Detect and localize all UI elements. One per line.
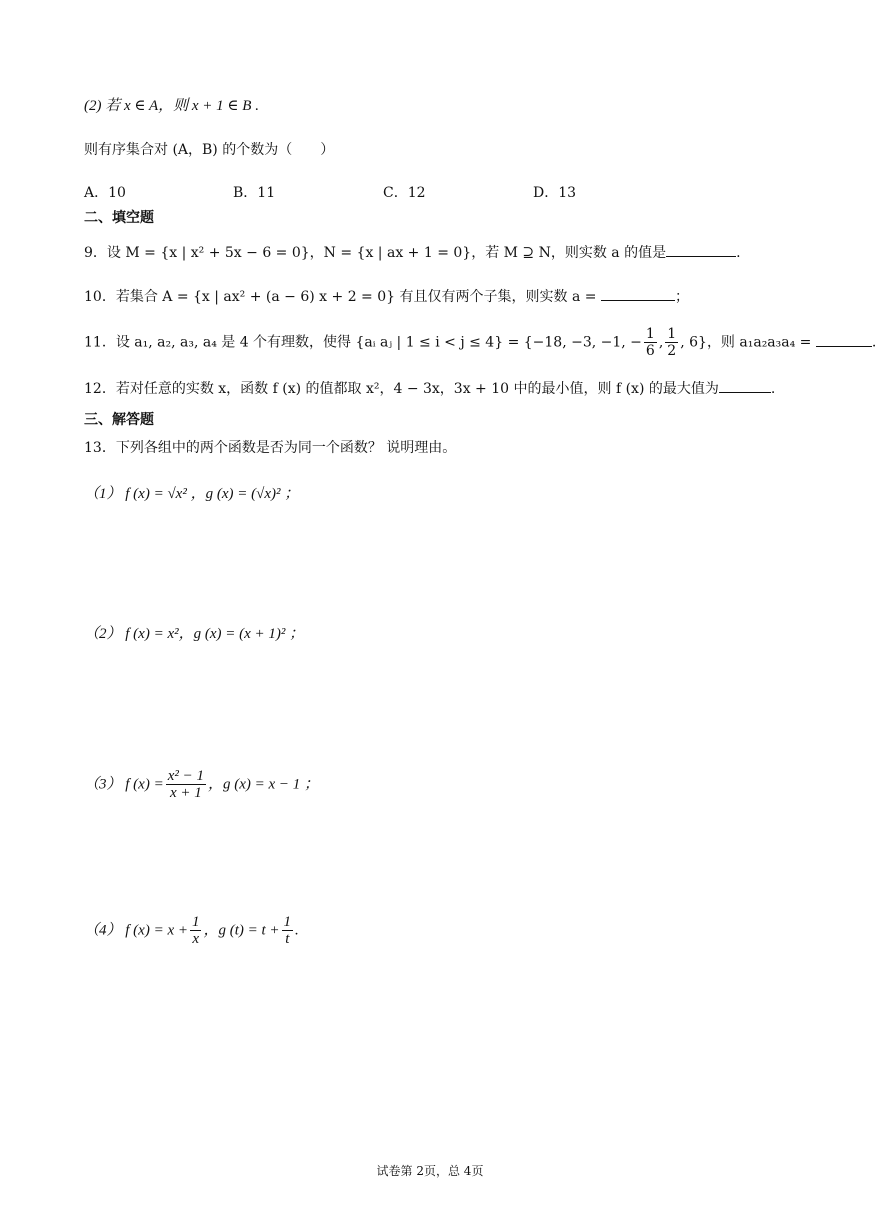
q10	[84, 286, 689, 307]
q11: 11．设 a₁, a₂, a₃, a₄ 是 4 个有理数，使得 {aᵢ aⱼ | 1 ≤ i < j ≤ 4} = {−18, −3, −1, − $\frac{1}{6}$ , $\frac{1}{2}$ , 6}，则 a₁a₂a₃a₄ = .	[84, 326, 876, 359]
q9-answer-blank	[666, 242, 736, 257]
q13-part-3	[84, 768, 319, 801]
q13-part-3-lead: （3） f (x) =	[84, 776, 164, 793]
q13-part-3-fraction: $\frac{\text{x² − 1}}{x + 1}$	[167, 768, 204, 801]
q13-part-4	[84, 914, 299, 947]
q13-part-4-fraction-t: $\frac{1}{t}$	[283, 914, 292, 947]
q10-text: 10．若集合 A = {x | ax² + (a − 6) x + 2 = 0} 有且仅有两个子集，则实数 a =	[84, 289, 597, 305]
q13-part-2: （2） f (x) = x²，g (x) = (x + 1)² ；	[84, 626, 305, 642]
q11-text: 11．设 a₁, a₂, a₃, a₄ 是 4 个有理数，使得 {aᵢ aⱼ | 1 ≤ i < j ≤ 4} = {−18, −3, −1, −	[84, 334, 642, 351]
q8-option-d: D．13	[533, 185, 577, 201]
q8-question: 则有序集合对 (A，B) 的个数为（ ）	[84, 142, 335, 158]
q12	[84, 378, 775, 399]
q13-part-3-tail: ，g (x) = x − 1 ；	[207, 776, 320, 793]
q13-part-4-tail: .	[295, 922, 299, 939]
q8-condition-2: (2) 若 x ∈ A，则 x + 1 ∈ B .	[84, 98, 259, 114]
q13-part-4-lead: （4） f (x) = x +	[84, 922, 188, 939]
q8-option-c: C．12	[383, 185, 426, 201]
q8-option-b: B．11	[233, 185, 276, 201]
section-fill-heading: 二、填空题	[84, 210, 154, 226]
q11-set-tail: , 6}	[680, 334, 707, 351]
q10-tail: ；	[674, 289, 689, 305]
q12-answer-blank	[719, 378, 771, 393]
q8-option-a: A．10	[84, 185, 126, 201]
q11-answer-blank	[816, 332, 872, 347]
q13-stem: 13．下列各组中的两个函数是否为同一个函数？ 说明理由。	[84, 440, 457, 456]
q13-part-1: （1） f (x) = √x² ，g (x) = (√x)² ；	[84, 486, 300, 502]
q12-tail: .	[770, 381, 776, 397]
q9-tail: .	[736, 245, 741, 261]
q12-text: 12．若对任意的实数 x，函数 f (x) 的值都取 x²，4 − 3x，3x + 10 中的最小值，则 f (x) 的最大值为	[84, 381, 719, 397]
q13-part-4-mid: ，g (t) = t +	[203, 922, 280, 939]
q11-fraction-1-2: $\frac{1}{2}$	[667, 326, 677, 359]
q13-part-4-fraction-x: $\frac{1}{x}$	[191, 914, 200, 947]
section-answer-heading: 三、解答题	[84, 412, 154, 428]
page-footer: 试卷第 2页，总 4页	[376, 1164, 484, 1178]
q11-then: ，则 a₁a₂a₃a₄ =	[706, 334, 812, 351]
q9-text: 9．设 M = {x | x² + 5x − 6 = 0}，N = {x | ax + 1 = 0}，若 M ⊇ N，则实数 a 的值是	[84, 245, 667, 261]
q11-tail: .	[871, 334, 876, 351]
q11-fraction-1-6: $\frac{1}{6}$	[645, 326, 655, 359]
q9	[84, 242, 741, 263]
q10-answer-blank	[601, 286, 675, 301]
